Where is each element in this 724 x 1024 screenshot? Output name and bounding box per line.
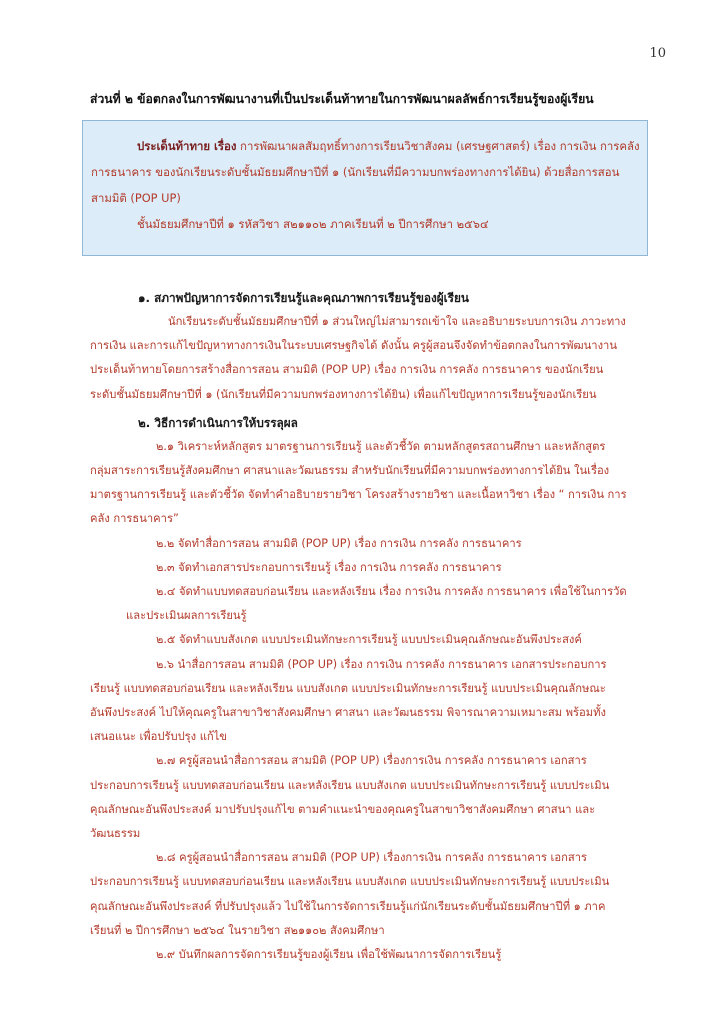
paragraph-line: ประเด็นท้าทายโดยการสร้างสื่อการสอน สามมิติ (POP UP) เรื่อง การเงิน การคลัง การธนาคาร ของนักเรียน [90, 363, 604, 377]
challenge-text-1: การพัฒนาผลสัมฤทธิ์ทางการเรียนวิชาสังคม (เศรษฐศาสตร์) เรื่อง การเงิน การคลัง [236, 139, 640, 153]
item-line: ๒.๙ บันทึกผลการจัดการเรียนรู้ของผู้เรียน เพื่อใช้พัฒนาการจัดการเรียนรู้ [156, 948, 502, 962]
challenge-line-3: สามมิติ (POP UP) [91, 191, 181, 205]
item-line: ๒.๖ นำสื่อการสอน สามมิติ (POP UP) เรื่อง การเงิน การคลัง การธนาคาร เอกสารประกอบการ [156, 657, 607, 671]
item-line: วัฒนธรรม [90, 827, 141, 841]
item-line: ๒.๓ จัดทำเอกสารประกอบการเรียนรู้ เรื่อง การเงิน การคลัง การธนาคาร [156, 560, 502, 574]
item-line: ประกอบการเรียนรู้ แบบทดสอบก่อนเรียน และหลังเรียน แบบสังเกต แบบประเมินทักษะการเรียนรู้ แบบประเมิน [90, 875, 610, 889]
item-line: ๒.๑ วิเคราะห์หลักสูตร มาตรฐานการเรียนรู้ และตัวชี้วัด ตามหลักสูตรสถานศึกษา และหลักสูตร [156, 439, 606, 453]
item-line: เรียนรู้ แบบทดสอบก่อนเรียน และหลังเรียน แบบสังเกต แบบประเมินทักษะการเรียนรู้ แบบประเมินคุณลักษณะ [90, 681, 606, 695]
item-line: คุณลักษณะอันพึงประสงค์ มาปรับปรุงแก้ไข ตามคำแนะนำของคุณครูในสาขาวิชาสังคมศึกษา ศาสนา และ [90, 802, 596, 816]
item-line: คลัง การธนาคาร” [90, 512, 179, 526]
item-line: ๒.๘ ครูผู้สอนนำสื่อการสอน สามมิติ (POP UP) เรื่องการเงิน การคลัง การธนาคาร เอกสาร [156, 851, 587, 865]
challenge-line-2: การธนาคาร ของนักเรียนระดับชั้นมัธยมศึกษาปีที่ ๑ (นักเรียนที่มีความบกพร่องทางการได้ยิน) ด้วยสื่อการสอน [91, 165, 620, 179]
section-2-heading: ๒. วิธีการดำเนินการให้บรรลุผล [138, 415, 298, 430]
item-line: มาตรฐานการเรียนรู้ และตัวชี้วัด จัดทำคำอธิบายรายวิชา โครงสร้างรายวิชา และเนื้อหาวิชา เรื่อง “ การเงิน การ [90, 488, 627, 502]
paragraph-line: การเงิน และการแก้ไขปัญหาทางการเงินในระบบเศรษฐกิจได้ ดังนั้น ครูผู้สอนจึงจัดทำข้อตกลงในการพัฒนางาน [90, 339, 617, 353]
section-1-paragraph [90, 310, 680, 407]
paragraph-line: นักเรียนระดับชั้นมัธยมศึกษาปีที่ ๑ ส่วนใหญ่ไม่สามารถเข้าใจ และอธิบายระบบการเงิน ภาวะทาง [168, 315, 626, 328]
item-line: อันพึงประสงค์ ไปให้คุณครูในสาขาวิชาสังคมศึกษา ศาสนา และวัฒนธรรม พิจารณาความเหมาะสม พร้อมทั้ง [90, 706, 606, 720]
item-line: และประเมินผลการเรียนรู้ [126, 609, 247, 623]
challenge-line-4: ชั้นมัธยมศึกษาปีที่ ๑ รหัสวิชา ส๒๑๑๐๒ ภาคเรียนที่ ๒ ปีการศึกษา ๒๕๖๔ [137, 217, 489, 231]
item-line: ๒.๒ จัดทำสื่อการสอน สามมิติ (POP UP) เรื่อง การเงิน การคลัง การธนาคาร [156, 536, 522, 550]
item-line: ๒.๕ จัดทำแบบสังเกต แบบประเมินทักษะการเรียนรู้ แบบประเมินคุณลักษณะอันพึงประสงค์ [156, 633, 582, 647]
part-heading: ส่วนที่ ๒ ข้อตกลงในการพัฒนางานที่เป็นประเด็นท้าทายในการพัฒนาผลลัพธ์การเรียนรู้ของผู้เรียน [90, 92, 594, 106]
section-2-items [90, 435, 680, 967]
item-line: ๒.๗ ครูผู้สอนนำสื่อการสอน สามมิติ (POP UP) เรื่องการเงิน การคลัง การธนาคาร เอกสาร [156, 754, 587, 768]
document-body [90, 286, 680, 967]
item-line: คุณลักษณะอันพึงประสงค์ ที่ปรับปรุงแล้ว ไปใช้ในการจัดการเรียนรู้แก่นักเรียนระดับชั้นมัธยมศึกษาปีที่ ๑ ภาค [90, 899, 606, 913]
paragraph-line: ระดับชั้นมัธยมศึกษาปีที่ ๑ (นักเรียนที่มีความบกพร่องทางการได้ยิน) เพื่อแก้ไขปัญหาการเรียนรู้ของนักเรียน [90, 387, 597, 401]
item-line: เรียนที่ ๒ ปีการศึกษา ๒๕๖๔ ในรายวิชา ส๒๑๑๐๒ สังคมศึกษา [90, 923, 385, 937]
section-1-heading: ๑. สภาพปัญหาการจัดการเรียนรู้และคุณภาพการเรียนรู้ของผู้เรียน [138, 291, 469, 305]
item-line: ๒.๔ จัดทำแบบทดสอบก่อนเรียน และหลังเรียน เรื่อง การเงิน การคลัง การธนาคาร เพื่อใช้ในการวัด [156, 585, 627, 599]
item-line: เสนอแนะ เพื่อปรับปรุง แก้ไข [90, 730, 227, 744]
challenge-box [82, 120, 648, 256]
challenge-line-1 [91, 133, 640, 159]
challenge-label: ประเด็นท้าทาย เรื่อง [137, 139, 237, 153]
item-line: กลุ่มสาระการเรียนรู้สังคมศึกษา ศาสนาและวัฒนธรรม สำหรับนักเรียนที่มีความบกพร่องทางการได้ยิน ในเรื่อง [90, 464, 610, 478]
item-line: ประกอบการเรียนรู้ แบบทดสอบก่อนเรียน และหลังเรียน แบบสังเกต แบบประเมินทักษะการเรียนรู้ แบบประเมิน [90, 778, 610, 792]
page-number: 10 [649, 46, 666, 61]
